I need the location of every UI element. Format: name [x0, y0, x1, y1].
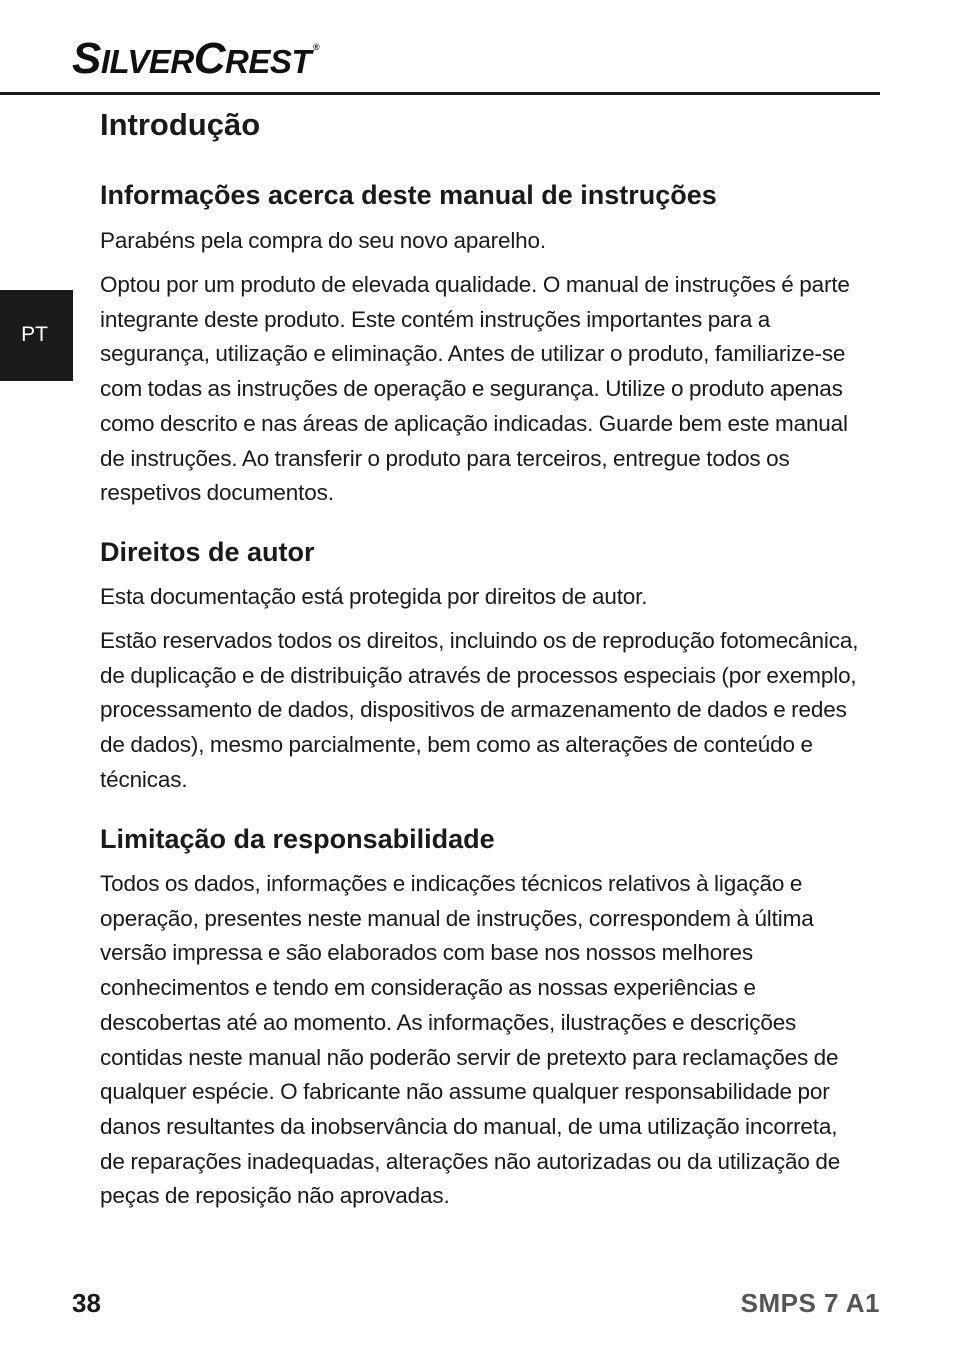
- paragraph-copyright-notice: Esta documentação está protegida por direitos de autor.: [100, 584, 648, 609]
- paragraph-manual-info: Optou por um produto de elevada qualidade. O manual de instruções é parte integrante deste produto. Este contém instruções importantes para a segurança, utilização e eliminação. Antes de utilizar o produto, familiarize-se com todas as instruções de operação e segurança. Utilize o produto apenas como descrito e nas áreas de aplicação indicadas. Guarde bem este manual de instruções. Ao transferir o produto para terceiros, entregue todos os respetivos documentos.: [100, 272, 850, 506]
- brand-logo: [72, 34, 320, 83]
- paragraph-congrats: Parabéns pela compra do seu novo aparelho.: [100, 228, 547, 253]
- language-tab: [0, 290, 73, 381]
- page-title: Introdução: [100, 107, 261, 142]
- registered-mark: ®: [313, 42, 320, 52]
- section-heading-liability: Limitação da responsabilidade: [100, 824, 495, 854]
- logo-text: ILVER: [100, 43, 194, 80]
- language-label: PT: [21, 322, 48, 346]
- header-divider: [0, 92, 880, 95]
- page-number: 38: [72, 1288, 101, 1318]
- model-number: SMPS 7 A1: [740, 1288, 880, 1318]
- paragraph-liability: Todos os dados, informações e indicações técnicos relativos à ligação e operação, presentes neste manual de instruções, correspondem à última versão impressa e são elaborados com base nos nossos melhores conhecimentos e tendo em consideração as nossas experiências e descobertas até ao momento. As informações, ilustrações e descrições contidas neste manual não poderão servir de pretexto para reclamações de qualquer espécie. O fabricante não assume qualquer responsabilidade por danos resultantes da inobservância do manual, de uma utilização incorreta, de reparações inadequadas, alterações não autorizadas ou da utilização de peças de reposição não aprovadas.: [100, 871, 841, 1209]
- logo-letter: S: [72, 34, 101, 83]
- section-heading-manual-info: Informações acerca deste manual de instruções: [100, 180, 717, 210]
- section-heading-copyright: Direitos de autor: [100, 537, 315, 567]
- logo-letter: C: [193, 34, 225, 83]
- paragraph-copyright-rights: Estão reservados todos os direitos, incluindo os de reprodução fotomecânica, de duplicação e de distribuição através de processos especiais (por exemplo, processamento de dados, dispositivos de armazenamento de dados e redes de dados), mesmo parcialmente, bem como as alterações de conteúdo e técnicas.: [100, 628, 859, 792]
- logo-text: REST: [225, 43, 312, 80]
